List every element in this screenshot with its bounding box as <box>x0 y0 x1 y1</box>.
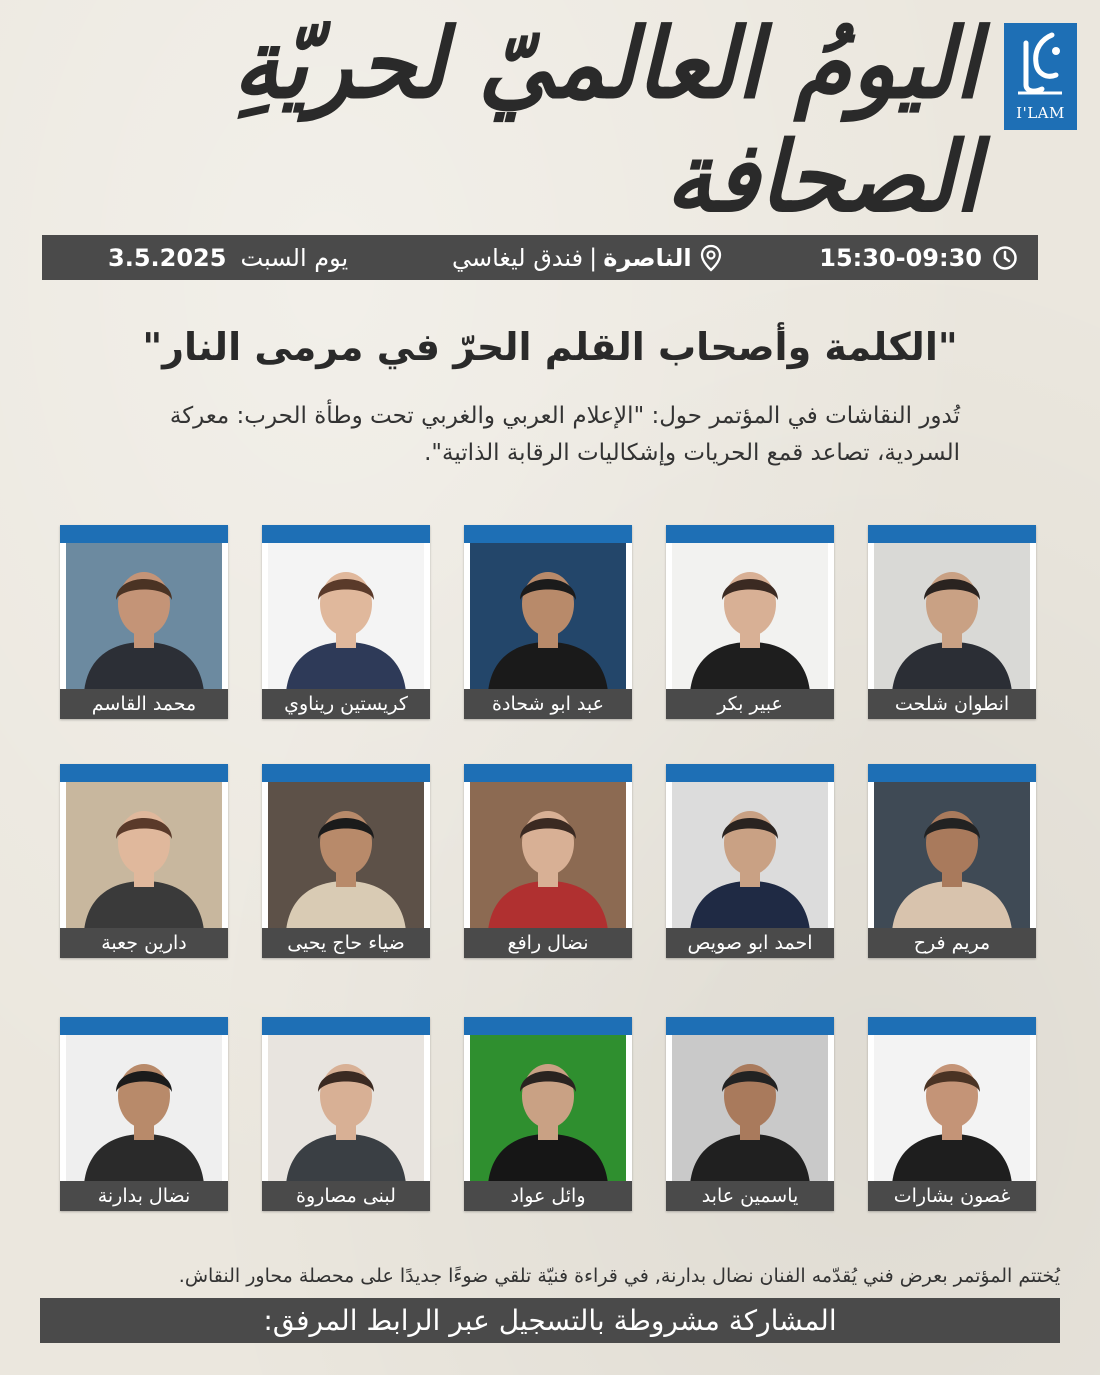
speaker-card <box>868 1017 1036 1211</box>
page-title: اليومُ العالميّ لحريّةِ الصحافة <box>233 6 980 234</box>
portrait-icon <box>66 1035 222 1183</box>
event-location <box>452 235 722 280</box>
speaker-photo <box>470 782 626 930</box>
speaker-card <box>60 764 228 958</box>
portrait-icon <box>470 782 626 930</box>
speaker-photo <box>874 543 1030 691</box>
speaker-card <box>666 1017 834 1211</box>
speaker-card <box>464 525 632 719</box>
conference-description: تُدور النقاشات في المؤتمر حول: "الإعلام العربي والغربي تحت وطأة الحرب: معركة السردية، تصاعد قمع الحريات وإشكاليات الرقابة الذاتية". <box>169 403 960 466</box>
city-text: الناصرة <box>603 243 692 272</box>
speaker-photo <box>874 1035 1030 1183</box>
conference-headline: "الكلمة وأصحاب القلم الحرّ في مرمى النار" <box>142 325 958 369</box>
speaker-card <box>464 764 632 958</box>
speaker-name: نضال رافع <box>464 928 632 958</box>
speaker-card <box>666 525 834 719</box>
day-text: يوم السبت <box>240 243 349 272</box>
speaker-name: عبير بكر <box>666 689 834 719</box>
closing-note: يُختتم المؤتمر بعرض فني يُقدّمه الفنان نضال بدارنة, في قراءة فنيّة تلقي ضوءًا جديدًا على محصلة محاور النقاش. <box>178 1265 1060 1287</box>
speaker-photo <box>470 1035 626 1183</box>
portrait-icon <box>874 543 1030 691</box>
registration-banner: المشاركة مشروطة بالتسجيل عبر الرابط المرفق: <box>40 1298 1060 1343</box>
speaker-name: محمد القاسم <box>60 689 228 719</box>
event-time <box>819 235 1018 280</box>
portrait-icon <box>470 543 626 691</box>
speaker-name: لبنى مصاروة <box>262 1181 430 1211</box>
speaker-card <box>262 525 430 719</box>
speaker-photo <box>470 543 626 691</box>
speaker-name: كريستين ريناوي <box>262 689 430 719</box>
speaker-photo <box>268 543 424 691</box>
speaker-name: غصون بشارات <box>868 1181 1036 1211</box>
speaker-name: نضال بدارنة <box>60 1181 228 1211</box>
portrait-icon <box>268 782 424 930</box>
date-text: 3.5.2025 <box>108 243 227 272</box>
portrait-icon <box>672 1035 828 1183</box>
speaker-card <box>868 764 1036 958</box>
speaker-card <box>262 1017 430 1211</box>
ilam-logo <box>1004 23 1077 130</box>
speaker-card <box>464 1017 632 1211</box>
speaker-name: انطوان شلحت <box>868 689 1036 719</box>
portrait-icon <box>672 543 828 691</box>
portrait-icon <box>470 1035 626 1183</box>
event-date <box>108 235 348 280</box>
location-separator: | <box>589 243 598 272</box>
speaker-photo <box>672 1035 828 1183</box>
portrait-icon <box>66 543 222 691</box>
logo-text: I'LAM <box>1016 104 1065 122</box>
speaker-photo <box>66 782 222 930</box>
speaker-card <box>666 764 834 958</box>
portrait-icon <box>66 782 222 930</box>
map-pin-icon <box>700 244 722 272</box>
time-text: 15:30-09:30 <box>819 243 982 272</box>
speaker-name: مريم فرح <box>868 928 1036 958</box>
speaker-card <box>60 525 228 719</box>
portrait-icon <box>874 1035 1030 1183</box>
portrait-icon <box>672 782 828 930</box>
ilam-logo-mark-icon <box>1012 29 1069 99</box>
speaker-photo <box>66 543 222 691</box>
speaker-card <box>262 764 430 958</box>
speaker-name: وائل عواد <box>464 1181 632 1211</box>
portrait-icon <box>874 782 1030 930</box>
portrait-icon <box>268 543 424 691</box>
speaker-name: ضياء حاج يحيى <box>262 928 430 958</box>
speaker-name: ياسمين عابد <box>666 1181 834 1211</box>
venue-text: فندق ليغاسي <box>452 243 584 272</box>
speaker-name: دارين جعبة <box>60 928 228 958</box>
speaker-photo <box>672 782 828 930</box>
speaker-photo <box>66 1035 222 1183</box>
speaker-name: عبد ابو شحادة <box>464 689 632 719</box>
speaker-photo <box>672 543 828 691</box>
speaker-photo <box>874 782 1030 930</box>
portrait-icon <box>268 1035 424 1183</box>
event-info-bar <box>42 235 1038 280</box>
speaker-card <box>868 525 1036 719</box>
speaker-name: احمد ابو صويص <box>666 928 834 958</box>
speaker-photo <box>268 1035 424 1183</box>
speaker-photo <box>268 782 424 930</box>
clock-icon <box>992 245 1018 271</box>
speaker-card <box>60 1017 228 1211</box>
